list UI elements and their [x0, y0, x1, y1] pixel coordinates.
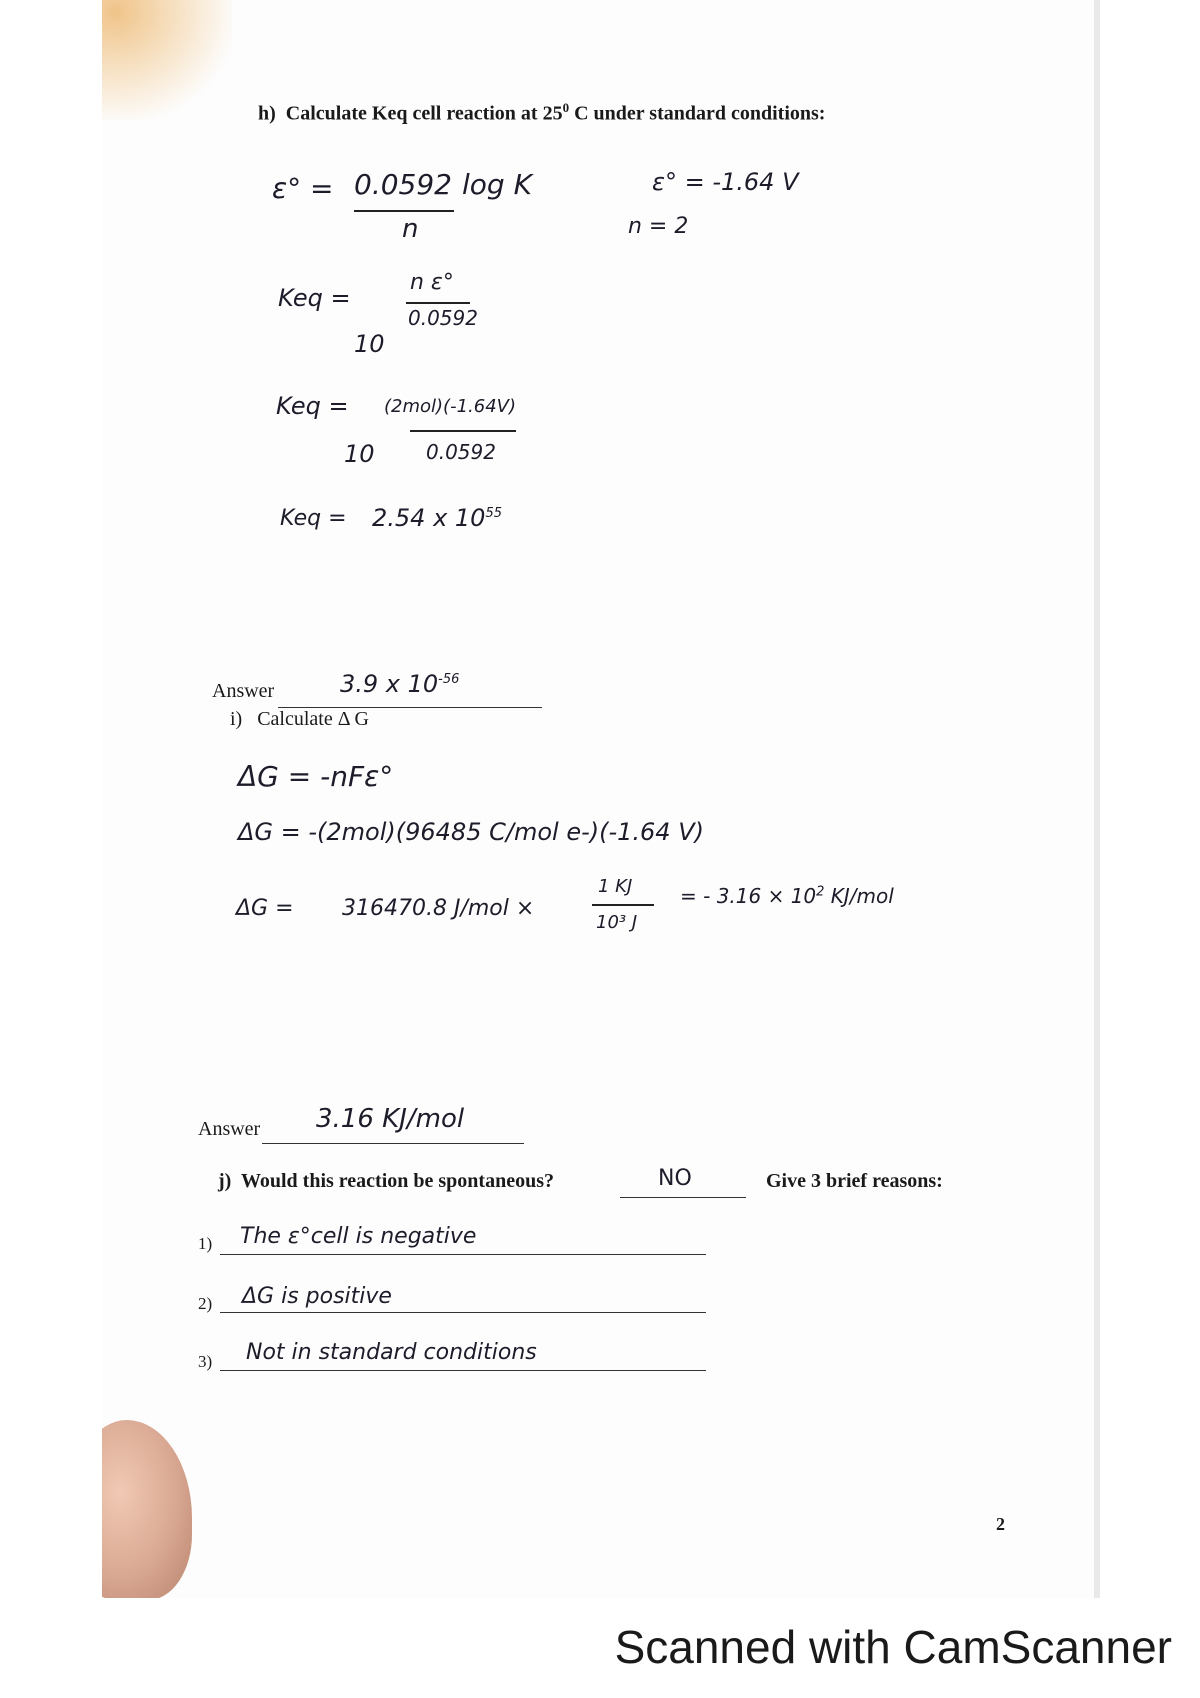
footer-text: Scanned with CamScanner — [614, 1621, 1172, 1673]
eq1-lhs: ε° = — [272, 172, 334, 205]
answer-i-label: Answer — [198, 1118, 261, 1140]
keq-fraction-bar-1 — [406, 302, 470, 304]
keq-fraction-bar-2 — [410, 430, 516, 432]
eq1-rhs: log K — [462, 168, 532, 201]
dg-result-unit: KJ/mol — [830, 884, 894, 908]
given-n-value: n = 2 — [628, 214, 689, 239]
question-j-label: j) — [218, 1170, 232, 1192]
reasons-prompt: Give 3 brief reasons: — [766, 1170, 943, 1192]
conversion-denominator: 10³ J — [596, 912, 638, 933]
question-h-label: h) — [258, 102, 276, 125]
question-h-tail: C under standard conditions: — [569, 102, 826, 125]
answer-i-line — [262, 1143, 524, 1144]
question-i — [230, 708, 369, 731]
keq-result — [372, 504, 502, 532]
keq-base-1: 10 — [354, 330, 385, 358]
keq-label-1: Keq = — [278, 284, 351, 312]
reason-3-line — [220, 1370, 706, 1371]
dg-result-exponent: 2 — [816, 884, 825, 900]
spontaneous-answer-line — [620, 1197, 746, 1198]
page-number: 2 — [996, 1514, 1005, 1534]
keq-result-mantissa: 2.54 x 10 — [372, 504, 486, 532]
reason-3-text: Not in standard conditions — [246, 1340, 537, 1365]
dg-line-3-lhs: ΔG = — [236, 896, 294, 921]
paper-stain — [102, 0, 232, 120]
camscanner-footer — [0, 1620, 1200, 1674]
question-h-text: Calculate Keq cell reaction at 25 — [285, 102, 563, 125]
reason-1-line — [220, 1254, 706, 1255]
answer-i-value: 3.16 KJ/mol — [316, 1104, 465, 1134]
keq-label-2: Keq = — [276, 392, 349, 420]
dg-line-3-value: 316470.8 J/mol × — [342, 896, 535, 921]
answer-h-mantissa: 3.9 x 10 — [340, 670, 439, 698]
answer-h-label: Answer — [212, 680, 275, 702]
dg-line-3-result — [680, 884, 894, 908]
dg-line-1: ΔG = -nFε° — [238, 760, 394, 793]
question-j — [218, 1170, 554, 1193]
given-e-value: ε° = -1.64 V — [652, 168, 799, 196]
conversion-fraction-bar — [592, 904, 654, 906]
conversion-numerator: 1 KJ — [598, 876, 633, 897]
keq-exponent-num-1: n ε° — [410, 270, 454, 295]
keq-exponent-den-2: 0.0592 — [426, 440, 496, 464]
eq1-numerator: 0.0592 — [354, 168, 452, 201]
reason-2-line — [220, 1312, 706, 1313]
keq-exponent-num-2: (2mol)(-1.64V) — [384, 396, 516, 417]
question-h — [258, 100, 825, 126]
dg-result-mantissa: = - 3.16 × 10 — [680, 884, 817, 908]
reason-3-number: 3) — [198, 1352, 213, 1371]
spontaneous-answer: NO — [658, 1166, 692, 1191]
thumb-image — [102, 1420, 192, 1598]
reason-1-number: 1) — [198, 1234, 213, 1253]
scanned-page — [102, 0, 1100, 1598]
eq1-denominator: n — [402, 214, 419, 244]
answer-h-exponent: -56 — [438, 672, 460, 687]
answer-h-value — [340, 670, 459, 698]
question-i-text: Calculate Δ G — [257, 708, 369, 730]
dg-line-2: ΔG = -(2mol)(96485 C/mol e-)(-1.64 V) — [238, 818, 704, 846]
reason-2-text: ΔG is positive — [242, 1284, 392, 1309]
paper-edge — [1094, 0, 1100, 1598]
keq-exponent-den-1: 0.0592 — [408, 306, 478, 330]
keq-result-exponent: 55 — [485, 506, 502, 521]
eq1-fraction-bar — [354, 210, 454, 212]
keq-label-3: Keq = — [280, 506, 347, 531]
keq-base-2: 10 — [344, 440, 375, 468]
question-j-text: Would this reaction be spontaneous? — [240, 1170, 554, 1192]
reason-2-number: 2) — [198, 1294, 213, 1313]
degree-superscript: 0 — [562, 100, 570, 115]
question-i-label: i) — [230, 708, 243, 730]
reason-1-text: The ε°cell is negative — [240, 1224, 477, 1249]
